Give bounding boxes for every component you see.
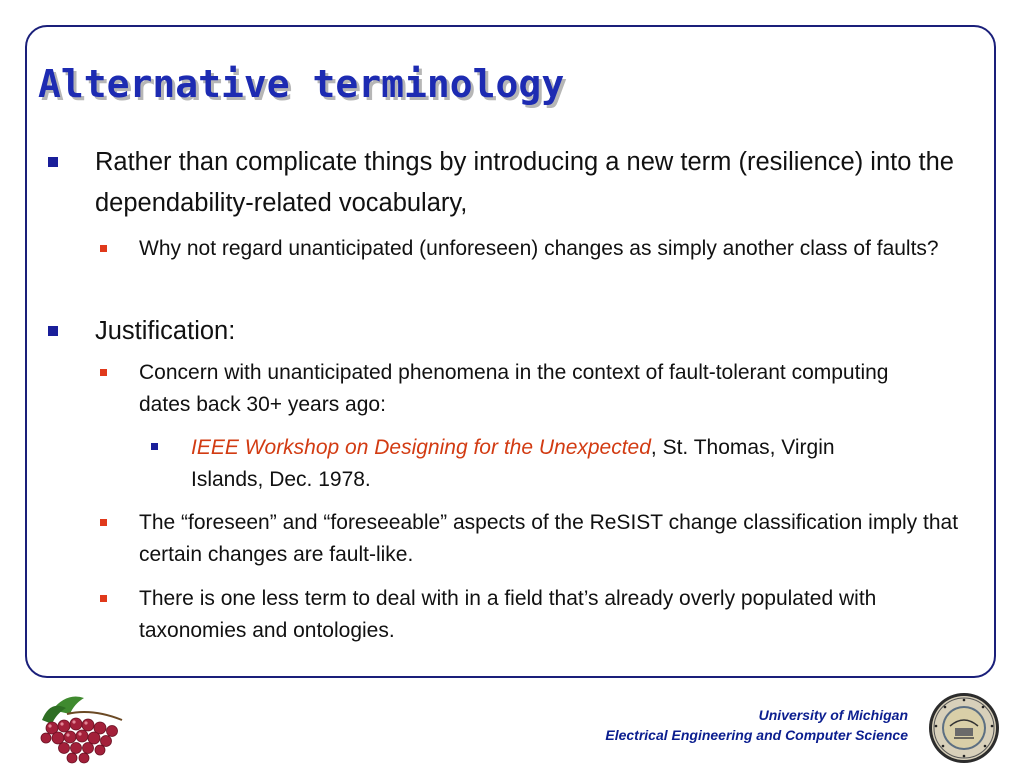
bullet-1: Rather than complicate things by introducing a new term (resilience) into the dependability-related vocabulary, (95, 148, 954, 217)
footer-text (605, 705, 908, 745)
workshop-details: , St. Thomas, Virgin Islands, Dec. 1978. (191, 436, 835, 491)
workshop-title: IEEE Workshop on Designing for the Unexpected (191, 436, 651, 459)
footer-university: University of Michigan (758, 707, 908, 723)
bullet-marker-icon (100, 595, 107, 602)
bullet-1-1: Why not regard unanticipated (unforeseen) changes as simply another class of faults? (139, 237, 939, 260)
bullet-marker-icon (48, 157, 58, 167)
bullet-marker-icon (100, 369, 107, 376)
bullet-2: Justification: (95, 317, 236, 345)
bullet-2-1-1 (191, 432, 911, 496)
bullet-2-2: The “foreseen” and “foreseeable” aspects of the ReSIST change classification imply that certain changes are fault-like. (139, 511, 959, 566)
bullet-2-1: Concern with unanticipated phenomena in the context of fault-tolerant computing dates back 30+ years ago: (139, 361, 889, 416)
grapes-logo-icon (22, 690, 142, 765)
university-seal-icon (928, 692, 1000, 764)
footer-department: Electrical Engineering and Computer Science (605, 727, 908, 743)
slide-title: Alternative terminology (38, 62, 565, 106)
bullet-marker-icon (48, 326, 58, 336)
bullet-marker-icon (100, 519, 107, 526)
bullet-2-3: There is one less term to deal with in a field that’s already overly populated with taxonomies and ontologies. (139, 587, 877, 642)
bullet-marker-icon (151, 443, 158, 450)
bullet-marker-icon (100, 245, 107, 252)
